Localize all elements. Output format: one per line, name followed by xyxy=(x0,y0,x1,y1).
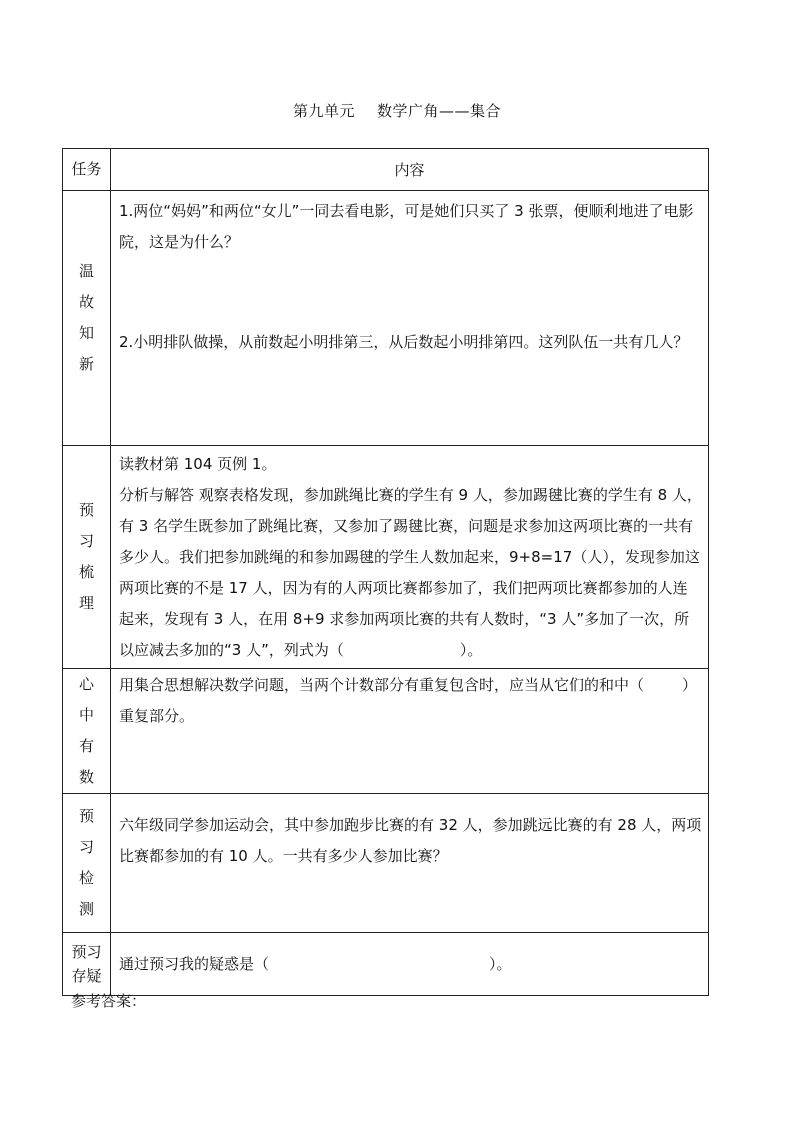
table-row-check xyxy=(63,794,709,933)
row-label-mindset: 心 中 有 数 xyxy=(63,669,111,794)
table-row-mindset xyxy=(63,669,709,794)
row-label-doubts: 预习 存疑 xyxy=(63,933,111,996)
header-content: 内容 xyxy=(111,149,709,191)
table-row-preview xyxy=(63,446,709,669)
preview-analysis: 分析与解答 观察表格发现，参加跳绳比赛的学生有 9 人，参加踢毽比赛的学生有 8 人，有 3 名学生既参加了跳绳比赛，又参加了踢毽比赛，问题是求参加这两项比赛的一共有多少人。我们把参加跳绳的和参加踢毽的学生人数加起来，9+8=17（人），发现参加这两项比赛的不是 17 人，因为有的人两项比赛都参加了，我们把两项比赛都参加的人连起来，发现有 3 人，在用 8+9 求参加两项比赛的共有人数时，“3 人”多加了一次，所以应减去多加的“3 人”，列式为（ ）。 xyxy=(119,486,702,659)
answer-heading: 参考答案： xyxy=(71,992,147,1010)
header-task: 任务 xyxy=(63,149,111,191)
review-content xyxy=(111,191,709,446)
review-question-2: 2.小明排队做操，从前数起小明排第三，从后数起小明排第四。这列队伍一共有几人？ xyxy=(119,333,689,351)
mindset-content: 用集合思想解决数学问题，当两个计数部分有重复包含时，应当从它们的和中（ ）重复部分。 xyxy=(111,669,709,794)
table-header-row xyxy=(63,149,709,191)
row-label-preview: 预 习 梳 理 xyxy=(63,446,111,669)
check-content xyxy=(111,794,709,933)
page-title xyxy=(0,100,794,121)
table-row-doubts xyxy=(63,933,709,996)
review-question-1: 1.两位“妈妈”和两位“女儿”一同去看电影，可是她们只买了 3 张票，便顺利地进了电影院，这是为什么？ xyxy=(119,202,694,251)
row-label-review: 温 故 知 新 xyxy=(63,191,111,446)
preview-content xyxy=(111,446,709,669)
topic-label: 数学广角——集合 xyxy=(377,102,502,120)
preview-reading-line: 读教材第 104 页例 1。 xyxy=(119,455,277,473)
row-label-check: 预 习 检 测 xyxy=(63,794,111,933)
doubts-content: 通过预习我的疑惑是（ ）。 xyxy=(111,933,709,996)
check-question: 六年级同学参加运动会，其中参加跑步比赛的有 32 人，参加跳远比赛的有 28 人，两项比赛都参加的有 10 人。一共有多少人参加比赛？ xyxy=(119,816,702,865)
unit-label: 第九单元 xyxy=(292,102,355,120)
table-row-review xyxy=(63,191,709,446)
worksheet-table xyxy=(62,148,709,996)
